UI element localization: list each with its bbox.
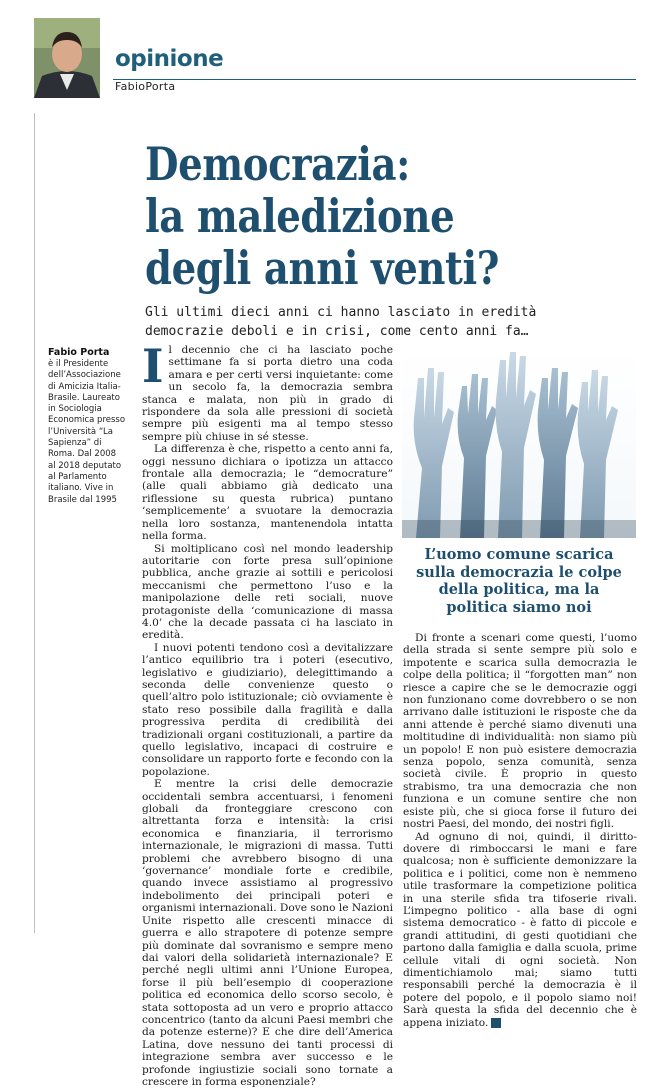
article-paragraph: E mentre la crisi delle democrazie occidentali sembra accentuarsi, i fenomeni globali da fronteggiare crescono con altrettanta forza e intensità: la crisi economica e finanziaria, il terrorismo internazionale, le migrazioni di massa. Tutti problemi che avrebbero bisogno di una ‘governance’ mondiale forte e credibile, quando invece assistiamo al progressivo indebolimento dei principali poteri e organismi internazionali. Dove sono le Nazioni Unite rispetto alle crescenti minacce di guerra e allo strapotere di potenze sempre più dominate dal sovranismo e sempre meno dai valori della solidarietà internazionale? E perché negli ultimi anni l’Unione Europea, forse il più bell’esempio di cooperazione politica ed economica dello scorso secolo, è stata sottoposta ad un vero e proprio attacco concentrico (tanto da alcuni Paesi membri che da potenze esterne)? E che dire dell’America Latina, dove nessuno dei tanti processi di integrazione sembra aver successo e le profonde ingiustizie sociali sono tornate a crescere in forma esponenziale? <box>142 778 393 1088</box>
end-mark-icon <box>491 1018 501 1028</box>
pull-quote <box>402 546 636 616</box>
bio-line: è il Presidente <box>48 359 109 369</box>
bio-name: Fabio Porta <box>48 347 110 358</box>
bio-line: dell’Associazione <box>48 370 121 381</box>
pull-quote-line: politica siamo noi <box>446 598 592 616</box>
bio-line: Economica presso <box>48 415 126 426</box>
article-column-right <box>403 632 637 1029</box>
bio-line: al 2018 deputato <box>48 460 122 471</box>
drop-cap: I <box>142 339 164 393</box>
article-paragraph: I nuovi potenti tendono così a devitalizzare l’antico equilibrio tra i poteri (esecutivo, legislativo e giudiziario), delegittimando a seconda delle convenienze questo o quell’altro polo istituzionale; ciò ovviamente è stato reso possibile dalla fragilità e dalla progressiva perdita di credibilità dei tradizionali organi costituzionali, a partire da quello legislativo, incapaci di costruire e consolidare un rapporto forte e fecondo con la popolazione. <box>142 641 393 778</box>
headline-line: Democrazia: <box>145 137 410 191</box>
pull-quote-line: sulla democrazia le colpe <box>416 563 622 581</box>
section-rubric: opinione <box>115 46 224 72</box>
paragraph-text: Ad ognuno di noi, quindi, il diritto-dovere di rimboccarsi le mani e fare qualcosa; non è sufficiente demonizzare la politica e i politici, come non è nemmeno utile trasformare la competizione politica in una sterile sfida tra tifoserie rivali. L’impegno politico - alla base di ogni sistema democratico - è fatto di piccole e grandi attitudini, di gesti quotidiani che partono dalla famiglia e dalla scuola, prime cellule vitali di ogni società. Non dimentichiamolo mai; siamo tutti responsabili perché la democrazia è il potere del popolo, e il popolo siamo noi! Sarà questa la sfida del decennio che è appena iniziato. <box>403 830 637 1029</box>
bio-line: italiano. Vive in <box>48 483 114 494</box>
article-paragraph: Si moltiplicano così nel mondo leadership autoritarie con forte presa sull’opinione pubblica, anche grazie ai sottili e pericolosi meccanismi che permettono l’uso e la manipolazione delle reti sociali, nuove protagoniste della ‘comunicazione di massa 4.0’ che la decade passata ci ha lasciato in eredità. <box>142 542 393 642</box>
headline <box>145 138 565 294</box>
headline-line: degli anni venti? <box>145 241 499 295</box>
headline-line: la maledizione <box>145 189 455 243</box>
bio-line: in Sociologia <box>48 404 102 415</box>
paragraph-text: l decennio che ci ha lasciato poche settimane fa si porta dietro una coda amara e per certi versi inquietante: come un secolo fa, la democrazia sembra stanca e malata, non più in grado di rispondere da sola alle pressioni di società sempre più esigenti ma al tempo stesso sempre più chiuse in sé stesse. <box>142 344 393 443</box>
pull-quote-line: della politica, ma la <box>438 581 600 598</box>
subtitle <box>145 303 625 341</box>
bio-line: Brasile dal 1995 <box>48 494 117 505</box>
bio-line: Sapienza” di <box>48 438 102 449</box>
bio-line: Brasile. Laureato <box>48 392 120 403</box>
bio-line: al Parlamento <box>48 471 107 482</box>
article-column-left <box>142 339 393 1088</box>
article-paragraph: La differenza è che, rispetto a cento anni fa, oggi nessuno dichiara o ipotizza un attacco frontale alla democrazia; le “democrature” (alle quali abbiamo già dedicato una riflessione su questa rubrica) puntano ‘semplicemente’ a svuotare la democrazia nella loro sostanza, mantenendola intatta nella forma. <box>142 443 393 543</box>
bio-line: l’Università “La <box>48 426 113 437</box>
bio-text <box>48 359 128 506</box>
rubric-divider <box>113 79 636 80</box>
subtitle-line: Gli ultimi dieci anni ci hanno lasciato in eredità <box>145 305 537 320</box>
bio-line: di Amicizia Italia- <box>48 381 121 392</box>
sidebar-divider <box>34 113 35 933</box>
article-paragraph: Di fronte a scenari come questi, l’uomo della strada si sente sempre più solo e impotente e scarica sulla democrazia le colpe della politica; il “forgotten man” non riesce a capire che se le democrazie oggi non funzionano come dovrebbero o se non arrivano dalle istituzioni le risposte che da anni attende è perché siamo divenuti una moltitudine di individualità: non siamo più un popolo! E non può esistere democrazia senza popolo, senza comunità, senza società civile. È proprio in questo strabismo, tra una democrazia che non funziona e un comune sentire che non esiste più, che si gioca forse il futuro dei nostri Paesi, del mondo, dei nostri figli. <box>403 632 637 831</box>
article-paragraph <box>142 339 393 443</box>
raised-hands-photo <box>402 348 636 538</box>
pull-quote-line: L’uomo comune scarica <box>424 546 614 563</box>
author-photo <box>34 18 100 98</box>
bio-line: Roma. Dal 2008 <box>48 449 117 460</box>
article-paragraph <box>403 831 637 1030</box>
subtitle-line: democrazie deboli e in crisi, come cento anni fa… <box>145 324 529 339</box>
rubric-author: FabioPorta <box>115 80 176 93</box>
